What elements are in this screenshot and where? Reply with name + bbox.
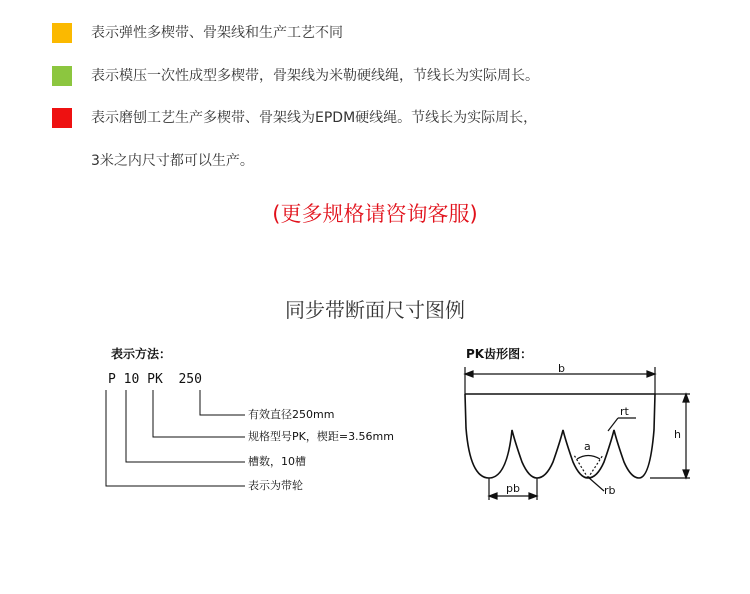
legend-text-2: 表示模压一次性成型多楔带，骨架线为米勒硬线绳，节线长为实际周长。 (91, 68, 539, 84)
legend-text-3: 表示磨刨工艺生产多楔带、骨架线为EPDM硬线绳。节线长为实际周长， (91, 110, 538, 126)
legend-text-1: 表示弹性多楔带、骨架线和生产工艺不同 (91, 25, 343, 41)
annotation-groove-count: 槽数，10槽 (248, 455, 306, 468)
method-heading: 表示方法： (111, 347, 172, 361)
method-code: P 10 PK 250 (108, 372, 202, 387)
contact-service-note: (更多规格请咨询客服) (272, 202, 478, 226)
label-rb: rb (604, 484, 616, 497)
label-rt: rt (620, 405, 629, 418)
annotation-diameter: 有效直径250mm (248, 408, 335, 421)
label-h: h (674, 428, 681, 441)
annotation-pulley: 表示为带轮 (248, 479, 303, 492)
label-b: b (558, 362, 565, 375)
label-a: a (584, 440, 591, 453)
label-pb: pb (506, 482, 520, 495)
legend-text-3-continuation: 3米之内尺寸都可以生产。 (91, 153, 254, 169)
pk-profile-heading: PK齿形图： (466, 347, 533, 361)
annotation-model: 规格型号PK，楔距=3.56mm (248, 430, 394, 443)
section-title: 同步带断面尺寸图例 (285, 298, 465, 322)
